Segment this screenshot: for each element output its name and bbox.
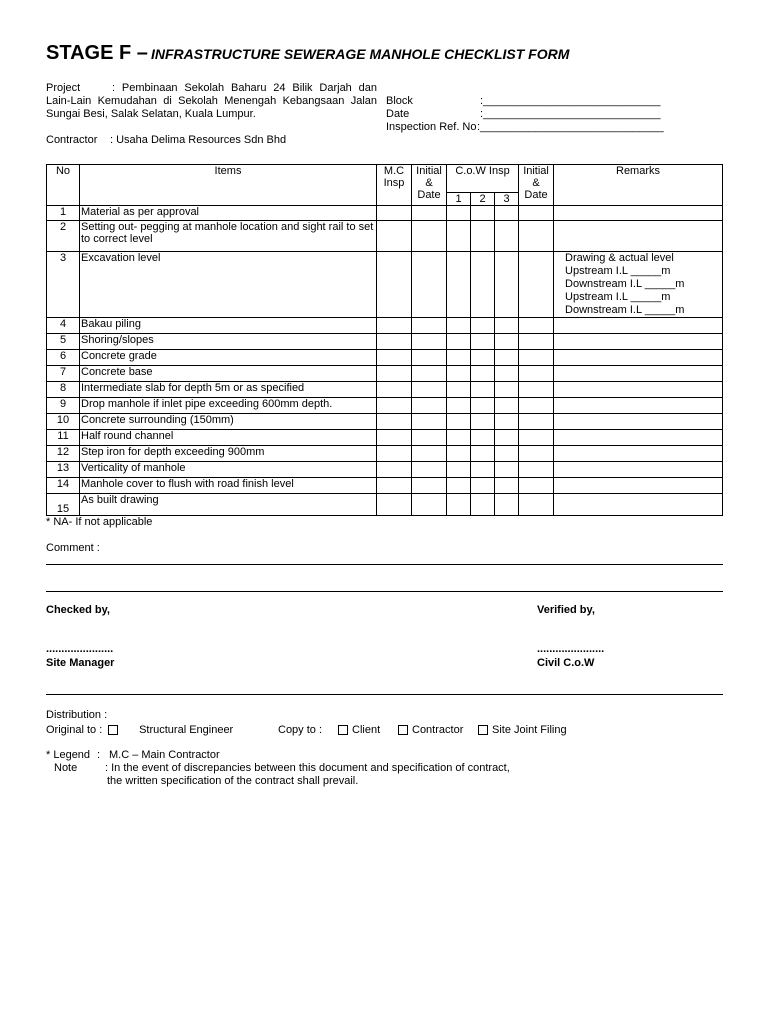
header-initial-date-2: Initial & Date — [519, 165, 554, 206]
contractor-option[interactable] — [398, 724, 463, 736]
cow-1-cell[interactable] — [447, 462, 471, 478]
legend-colon: : — [97, 749, 101, 761]
civil-cow-signature-line[interactable]: ...................... — [537, 643, 605, 655]
mc-insp-cell[interactable] — [377, 430, 412, 446]
table-row — [47, 414, 723, 430]
cow-2-cell[interactable] — [471, 478, 495, 494]
mc-insp-cell[interactable] — [377, 494, 412, 516]
initial-date-2-cell[interactable] — [519, 252, 554, 318]
initial-date-cell[interactable] — [412, 478, 447, 494]
copy-to-label: Copy to : — [278, 724, 323, 736]
note-label: Note — [54, 762, 78, 774]
row-no: 13 — [47, 462, 80, 478]
block-label: Block — [386, 95, 413, 107]
table-row — [47, 221, 723, 252]
cow-3-cell[interactable] — [495, 430, 519, 446]
cow-2-cell[interactable] — [471, 414, 495, 430]
row-no: 2 — [47, 221, 80, 252]
mc-insp-cell[interactable] — [377, 318, 412, 334]
mc-insp-cell[interactable] — [377, 398, 412, 414]
project-value: : Pembinaan Sekolah Baharu 24 Bilik Darjah dan Lain-Lain Kemudahan di Sekolah Menengah Kebangsaan Jalan Sungai Besi, Salak Selatan, Kuala Lumpur. — [46, 82, 377, 120]
verified-by-label: Verified by, — [537, 604, 595, 616]
note-line-2: the written specification of the contract shall prevail. — [107, 775, 359, 787]
divider-line — [46, 694, 723, 695]
comment-line-2[interactable] — [46, 591, 723, 592]
initial-date-2-cell[interactable] — [519, 221, 554, 252]
cow-1-cell[interactable] — [447, 252, 471, 318]
table-row — [47, 206, 723, 221]
initial-date-cell[interactable] — [412, 430, 447, 446]
civil-cow-label: Civil C.o.W — [537, 657, 595, 669]
form-subtitle: INFRASTRUCTURE SEWERAGE MANHOLE CHECKLIST FORM — [150, 46, 570, 62]
row-remarks[interactable] — [554, 430, 723, 446]
cow-3-cell[interactable] — [495, 206, 519, 221]
cow-1-cell[interactable] — [447, 206, 471, 221]
row-remarks[interactable]: Drawing & actual level Upstream I.L _____m Downstream I.L _____m Upstream I.L _____m Downstream I.L _____m — [554, 252, 723, 318]
date-label: Date — [386, 108, 410, 120]
contractor-label: Contractor — [46, 134, 98, 146]
initial-date-2-cell[interactable] — [519, 382, 554, 398]
cow-1-cell[interactable] — [447, 414, 471, 430]
table-row — [47, 446, 723, 462]
row-item: Concrete grade — [80, 350, 377, 366]
row-remarks[interactable] — [554, 350, 723, 366]
table-row — [47, 382, 723, 398]
row-item: Concrete base — [80, 366, 377, 382]
initial-date-2-cell[interactable] — [519, 318, 554, 334]
client-option[interactable] — [338, 724, 380, 736]
stage-title: STAGE F – — [46, 42, 148, 64]
cow-1-cell[interactable] — [447, 318, 471, 334]
header-initial-date: Initial & Date — [412, 165, 447, 206]
table-row — [47, 494, 723, 516]
table-row — [47, 350, 723, 366]
contractor-option-label: Contractor — [412, 724, 464, 736]
mc-insp-cell[interactable] — [377, 350, 412, 366]
cow-2-cell[interactable] — [471, 398, 495, 414]
comment-label: Comment : — [46, 542, 100, 554]
mc-insp-cell[interactable] — [377, 206, 412, 221]
row-remarks[interactable] — [554, 494, 723, 516]
cow-2-cell[interactable] — [471, 366, 495, 382]
initial-date-cell[interactable] — [412, 494, 447, 516]
cow-2-cell[interactable] — [471, 318, 495, 334]
cow-3-cell[interactable] — [495, 221, 519, 252]
mc-insp-cell[interactable] — [377, 221, 412, 252]
cow-3-cell[interactable] — [495, 414, 519, 430]
site-joint-filing-checkbox[interactable] — [478, 725, 488, 735]
row-item: Intermediate slab for depth 5m or as specified — [80, 382, 377, 398]
row-item: Setting out- pegging at manhole location and sight rail to set to correct level — [80, 221, 377, 252]
table-row — [47, 478, 723, 494]
cow-3-cell[interactable] — [495, 478, 519, 494]
cow-3-cell[interactable] — [495, 334, 519, 350]
row-item: Material as per approval — [80, 206, 377, 221]
row-remarks[interactable] — [554, 398, 723, 414]
initial-date-cell[interactable] — [412, 382, 447, 398]
mc-insp-cell[interactable] — [377, 252, 412, 318]
site-manager-label: Site Manager — [46, 657, 115, 669]
initial-date-2-cell[interactable] — [519, 366, 554, 382]
cow-2-cell[interactable] — [471, 382, 495, 398]
client-label: Client — [352, 724, 381, 736]
date-field[interactable]: :_____________________________ — [480, 108, 661, 120]
mc-insp-cell[interactable] — [377, 414, 412, 430]
row-remarks[interactable] — [554, 414, 723, 430]
cow-2-cell[interactable] — [471, 206, 495, 221]
row-item: Drop manhole if inlet pipe exceeding 600mm depth. — [80, 398, 377, 414]
cow-1-cell[interactable] — [447, 478, 471, 494]
mc-insp-cell[interactable] — [377, 462, 412, 478]
row-no: 14 — [47, 478, 80, 494]
cow-1-cell[interactable] — [447, 430, 471, 446]
distribution-label: Distribution : — [46, 709, 108, 721]
initial-date-cell[interactable] — [412, 221, 447, 252]
cow-1-cell[interactable] — [447, 494, 471, 516]
row-item: Excavation level — [80, 252, 377, 318]
row-no: 15 — [47, 494, 80, 516]
header-cow-2: 2 — [471, 193, 495, 206]
mc-insp-cell[interactable] — [377, 366, 412, 382]
contractor-checkbox[interactable] — [398, 725, 408, 735]
cow-2-cell[interactable] — [471, 221, 495, 252]
row-no: 10 — [47, 414, 80, 430]
original-to-label: Original to : — [46, 724, 103, 736]
initial-date-2-cell[interactable] — [519, 478, 554, 494]
contractor-value: : Usaha Delima Resources Sdn Bhd — [110, 134, 287, 146]
initial-date-cell[interactable] — [412, 350, 447, 366]
checked-by-label: Checked by, — [46, 604, 110, 616]
initial-date-cell[interactable] — [412, 206, 447, 221]
row-remarks[interactable] — [554, 478, 723, 494]
structural-engineer-checkbox[interactable] — [108, 725, 118, 735]
initial-date-cell[interactable] — [412, 446, 447, 462]
mc-insp-cell[interactable] — [377, 446, 412, 462]
legend-label: * Legend — [46, 749, 91, 761]
row-remarks[interactable] — [554, 221, 723, 252]
cow-1-cell[interactable] — [447, 334, 471, 350]
cow-1-cell[interactable] — [447, 366, 471, 382]
row-no: 9 — [47, 398, 80, 414]
row-remarks[interactable] — [554, 318, 723, 334]
row-remarks[interactable] — [554, 334, 723, 350]
cow-2-cell[interactable] — [471, 462, 495, 478]
row-remarks[interactable] — [554, 446, 723, 462]
initial-date-2-cell[interactable] — [519, 350, 554, 366]
header-mc-insp: M.C Insp — [377, 165, 412, 206]
mc-insp-cell[interactable] — [377, 382, 412, 398]
cow-2-cell[interactable] — [471, 446, 495, 462]
row-no: 4 — [47, 318, 80, 334]
cow-1-cell[interactable] — [447, 221, 471, 252]
row-no: 1 — [47, 206, 80, 221]
legend-value: M.C – Main Contractor — [109, 749, 220, 761]
header-cow-1: 1 — [447, 193, 471, 206]
site-joint-filing-label: Site Joint Filing — [492, 724, 567, 736]
initial-date-cell[interactable] — [412, 334, 447, 350]
table-row — [47, 252, 723, 318]
cow-2-cell[interactable] — [471, 252, 495, 318]
comment-line-1[interactable] — [46, 564, 723, 565]
initial-date-2-cell[interactable] — [519, 206, 554, 221]
row-remarks[interactable] — [554, 366, 723, 382]
cow-2-cell[interactable] — [471, 494, 495, 516]
row-item: Half round channel — [80, 430, 377, 446]
initial-date-2-cell[interactable] — [519, 494, 554, 516]
site-joint-filing-option[interactable] — [478, 724, 567, 736]
row-item: Shoring/slopes — [80, 334, 377, 350]
row-remarks[interactable] — [554, 462, 723, 478]
cow-1-cell[interactable] — [447, 382, 471, 398]
row-remarks[interactable] — [554, 206, 723, 221]
cow-3-cell[interactable] — [495, 494, 519, 516]
row-no: 7 — [47, 366, 80, 382]
cow-3-cell[interactable] — [495, 462, 519, 478]
row-no: 12 — [47, 446, 80, 462]
inspection-label: Inspection Ref. No — [386, 121, 477, 133]
table-row — [47, 462, 723, 478]
header-cow-3: 3 — [495, 193, 519, 206]
cow-2-cell[interactable] — [471, 334, 495, 350]
table-row — [47, 398, 723, 414]
initial-date-cell[interactable] — [412, 462, 447, 478]
initial-date-2-cell[interactable] — [519, 398, 554, 414]
mc-insp-cell[interactable] — [377, 334, 412, 350]
cow-3-cell[interactable] — [495, 446, 519, 462]
cow-3-cell[interactable] — [495, 398, 519, 414]
row-no: 6 — [47, 350, 80, 366]
initial-date-cell[interactable] — [412, 398, 447, 414]
cow-1-cell[interactable] — [447, 446, 471, 462]
block-field[interactable]: :_____________________________ — [480, 95, 661, 107]
form-title — [46, 42, 569, 65]
client-checkbox[interactable] — [338, 725, 348, 735]
initial-date-2-cell[interactable] — [519, 446, 554, 462]
inspection-field[interactable]: :______________________________ — [477, 121, 664, 133]
initial-date-2-cell[interactable] — [519, 430, 554, 446]
row-no: 3 — [47, 252, 80, 318]
cow-3-cell[interactable] — [495, 350, 519, 366]
row-item: Concrete surrounding (150mm) — [80, 414, 377, 430]
header-cow-insp: C.o.W Insp — [447, 165, 519, 193]
initial-date-cell[interactable] — [412, 252, 447, 318]
row-item: Bakau piling — [80, 318, 377, 334]
initial-date-2-cell[interactable] — [519, 462, 554, 478]
row-no: 8 — [47, 382, 80, 398]
cow-3-cell[interactable] — [495, 366, 519, 382]
table-row — [47, 318, 723, 334]
header-no: No — [47, 165, 80, 206]
cow-2-cell[interactable] — [471, 430, 495, 446]
na-note: * NA- If not applicable — [46, 516, 153, 528]
row-item: Manhole cover to flush with road finish level — [80, 478, 377, 494]
table-row — [47, 430, 723, 446]
row-no: 11 — [47, 430, 80, 446]
structural-engineer-option[interactable] — [108, 724, 233, 736]
initial-date-2-cell[interactable] — [519, 414, 554, 430]
cow-1-cell[interactable] — [447, 398, 471, 414]
note-line-1: : In the event of discrepancies between this document and specification of contract, — [105, 762, 510, 774]
header-remarks: Remarks — [554, 165, 723, 206]
row-item: As built drawing — [80, 494, 377, 516]
mc-insp-cell[interactable] — [377, 478, 412, 494]
row-item: Verticality of manhole — [80, 462, 377, 478]
cow-3-cell[interactable] — [495, 318, 519, 334]
site-manager-signature-line[interactable]: ...................... — [46, 643, 114, 655]
initial-date-cell[interactable] — [412, 366, 447, 382]
initial-date-2-cell[interactable] — [519, 334, 554, 350]
initial-date-cell[interactable] — [412, 318, 447, 334]
checklist-table — [46, 164, 723, 516]
project-label: Project — [46, 82, 81, 94]
initial-date-cell[interactable] — [412, 414, 447, 430]
cow-1-cell[interactable] — [447, 350, 471, 366]
cow-3-cell[interactable] — [495, 252, 519, 318]
header-items: Items — [80, 165, 377, 206]
table-row — [47, 366, 723, 382]
row-no: 5 — [47, 334, 80, 350]
cow-3-cell[interactable] — [495, 382, 519, 398]
structural-engineer-label: Structural Engineer — [139, 724, 234, 736]
table-row — [47, 334, 723, 350]
cow-2-cell[interactable] — [471, 350, 495, 366]
row-item: Step iron for depth exceeding 900mm — [80, 446, 377, 462]
row-remarks[interactable] — [554, 382, 723, 398]
